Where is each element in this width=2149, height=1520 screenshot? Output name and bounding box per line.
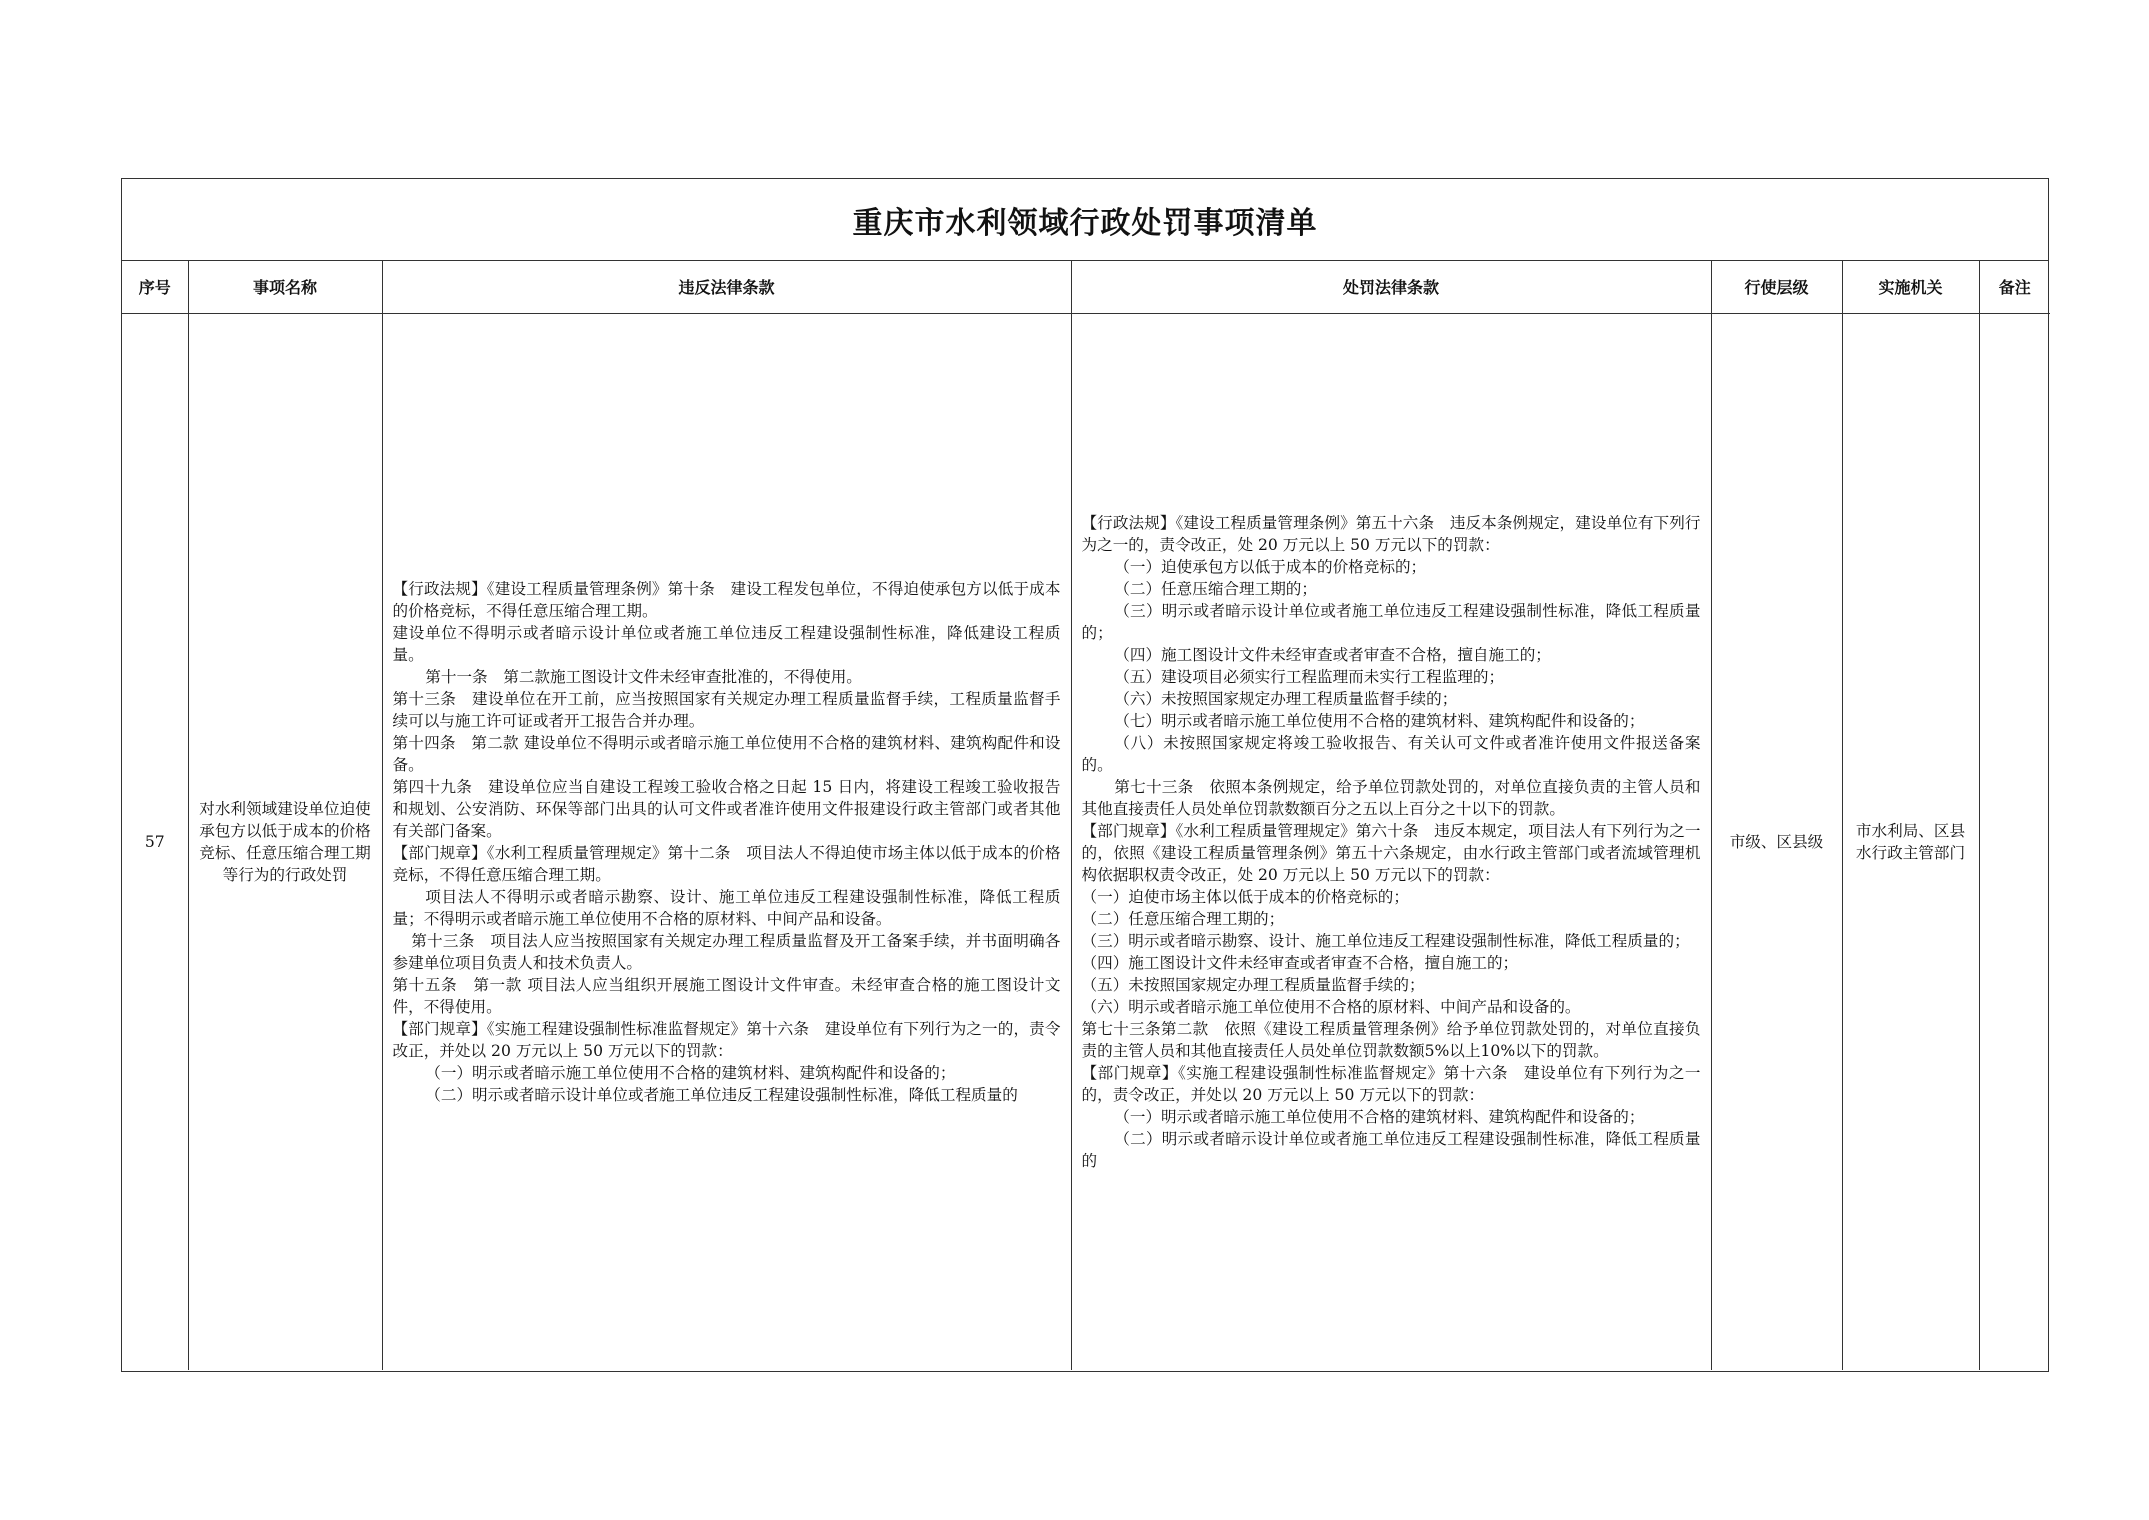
penalty-paragraph: （四）施工图设计文件未经审查或者审查不合格，擅自施工的； xyxy=(1081,953,1519,972)
violated-paragraph: 第十三条 项目法人应当按照国家有关规定办理工程质量监督及开工备案手续，并书面明确各参建单位项目负责人和技术负责人。 xyxy=(392,931,1061,972)
penalty-paragraph: 【部门规章】《实施工程建设强制性标准监督规定》第十六条 建设单位有下列行为之一的，责令改正，并处以 20 万元以上 50 万元以下的罚款： xyxy=(1081,1063,1701,1104)
violated-paragraph: 【部门规章】《实施工程建设强制性标准监督规定》第十六条 建设单位有下列行为之一的，责令改正，并处以 20 万元以上 50 万元以下的罚款： xyxy=(392,1019,1061,1060)
table-row xyxy=(122,313,2050,1370)
cell-item-name: 对水利领域建设单位迫使承包方以低于成本的价格竞标、任意压缩合理工期等行为的行政处罚 xyxy=(188,313,382,1370)
violated-paragraph: 建设单位不得明示或者暗示设计单位或者施工单位违反工程建设强制性标准，降低建设工程质量。 xyxy=(392,623,1061,664)
header-row xyxy=(122,261,2050,313)
penalty-paragraph: 【行政法规】《建设工程质量管理条例》第五十六条 违反本条例规定，建设单位有下列行为之一的，责令改正，处 20 万元以上 50 万元以下的罚款： xyxy=(1081,513,1701,554)
cell-seq: 57 xyxy=(122,313,188,1370)
penalty-paragraph: （四）施工图设计文件未经审查或者审查不合格，擅自施工的； xyxy=(1114,645,1551,664)
penalty-paragraph: 第七十三条第二款 依照《建设工程质量管理条例》给予单位罚款处罚的，对单位直接负责的主管人员和其他直接责任人员处单位罚款数额5%以上10%以下的罚款。 xyxy=(1081,1019,1701,1060)
header-item-name: 事项名称 xyxy=(188,261,382,313)
penalty-paragraph: （二）任意压缩合理工期的； xyxy=(1114,579,1317,598)
cell-violated-provisions xyxy=(382,313,1071,1370)
penalty-list-table-frame xyxy=(121,178,2049,1372)
penalty-paragraph: （八）未按照国家规定将竣工验收报告、有关认可文件或者准许使用文件报送备案的。 xyxy=(1081,733,1701,774)
violated-paragraph: （二）明示或者暗示设计单位或者施工单位违反工程建设强制性标准，降低工程质量的 xyxy=(425,1085,1018,1104)
title-row xyxy=(122,179,2048,261)
penalty-items-table xyxy=(122,261,2050,1370)
penalty-paragraph: （一）迫使承包方以低于成本的价格竞标的； xyxy=(1114,557,1427,576)
document-title: 重庆市水利领域行政处罚事项清单 xyxy=(852,205,1318,241)
header-violated-provisions: 违反法律条款 xyxy=(382,261,1071,313)
cell-remarks xyxy=(1979,313,2050,1370)
penalty-paragraph: 第七十三条 依照本条例规定，给予单位罚款处罚的，对单位直接负责的主管人员和其他直接责任人员处单位罚款数额百分之五以上百分之十以下的罚款。 xyxy=(1081,777,1701,818)
header-implementing-agency: 实施机关 xyxy=(1842,261,1979,313)
header-exercise-level: 行使层级 xyxy=(1711,261,1842,313)
violated-paragraph: 第四十九条 建设单位应当自建设工程竣工验收合格之日起 15 日内，将建设工程竣工验收报告和规划、公安消防、环保等部门出具的认可文件或者准许使用文件报建设行政主管部门或者其他有关部门备案。 xyxy=(392,777,1061,840)
cell-implementing-agency: 市水利局、区县水行政主管部门 xyxy=(1842,313,1979,1370)
penalty-paragraph: （七）明示或者暗示施工单位使用不合格的建筑材料、建筑构配件和设备的； xyxy=(1114,711,1645,730)
penalty-paragraph: 【部门规章】《水利工程质量管理规定》第六十条 违反本规定，项目法人有下列行为之一的，依照《建设工程质量管理条例》第五十六条规定，由水行政主管部门或者流域管理机构依据职权责令改正，处 20 万元以上 50 万元以下的罚款： xyxy=(1081,821,1701,884)
penalty-paragraph: （五）未按照国家规定办理工程质量监督手续的； xyxy=(1081,975,1425,994)
violated-paragraph: 第十五条 第一款 项目法人应当组织开展施工图设计文件审查。未经审查合格的施工图设计文件，不得使用。 xyxy=(392,975,1061,1016)
penalty-paragraph: （二）明示或者暗示设计单位或者施工单位违反工程建设强制性标准，降低工程质量的 xyxy=(1081,1129,1701,1170)
violated-paragraph: 第十一条 第二款施工图设计文件未经审查批准的，不得使用。 xyxy=(425,667,862,686)
penalty-paragraph: （六）未按照国家规定办理工程质量监督手续的； xyxy=(1114,689,1458,708)
cell-exercise-level: 市级、区县级 xyxy=(1711,313,1842,1370)
violated-paragraph: 【部门规章】《水利工程质量管理规定》第十二条 项目法人不得迫使市场主体以低于成本的价格竞标，不得任意压缩合理工期。 xyxy=(392,843,1061,884)
header-penalty-provisions: 处罚法律条款 xyxy=(1071,261,1711,313)
penalty-paragraph: （一）迫使市场主体以低于成本的价格竞标的； xyxy=(1081,887,1409,906)
header-remarks: 备注 xyxy=(1979,261,2050,313)
penalty-paragraph: （六）明示或者暗示施工单位使用不合格的原材料、中间产品和设备的。 xyxy=(1081,997,1581,1016)
header-seq: 序号 xyxy=(122,261,188,313)
penalty-paragraph: （二）任意压缩合理工期的； xyxy=(1081,909,1285,928)
violated-paragraph: 项目法人不得明示或者暗示勘察、设计、施工单位违反工程建设强制性标准，降低工程质量；不得明示或者暗示施工单位使用不合格的原材料、中间产品和设备。 xyxy=(392,887,1061,928)
violated-paragraph: 第十四条 第二款 建设单位不得明示或者暗示施工单位使用不合格的建筑材料、建筑构配件和设备。 xyxy=(392,733,1061,774)
penalty-paragraph: （一）明示或者暗示施工单位使用不合格的建筑材料、建筑构配件和设备的； xyxy=(1114,1107,1645,1126)
violated-paragraph: （一）明示或者暗示施工单位使用不合格的建筑材料、建筑构配件和设备的； xyxy=(425,1063,956,1082)
cell-penalty-provisions xyxy=(1071,313,1711,1370)
penalty-paragraph: （三）明示或者暗示设计单位或者施工单位违反工程建设强制性标准，降低工程质量的； xyxy=(1081,601,1701,642)
penalty-paragraph: （三）明示或者暗示勘察、设计、施工单位违反工程建设强制性标准，降低工程质量的； xyxy=(1081,931,1690,950)
violated-paragraph: 【行政法规】《建设工程质量管理条例》第十条 建设工程发包单位，不得迫使承包方以低于成本的价格竞标，不得任意压缩合理工期。 xyxy=(392,579,1061,620)
penalty-paragraph: （五）建设项目必须实行工程监理而未实行工程监理的； xyxy=(1114,667,1505,686)
violated-paragraph: 第十三条 建设单位在开工前，应当按照国家有关规定办理工程质量监督手续，工程质量监督手续可以与施工许可证或者开工报告合并办理。 xyxy=(392,689,1061,730)
